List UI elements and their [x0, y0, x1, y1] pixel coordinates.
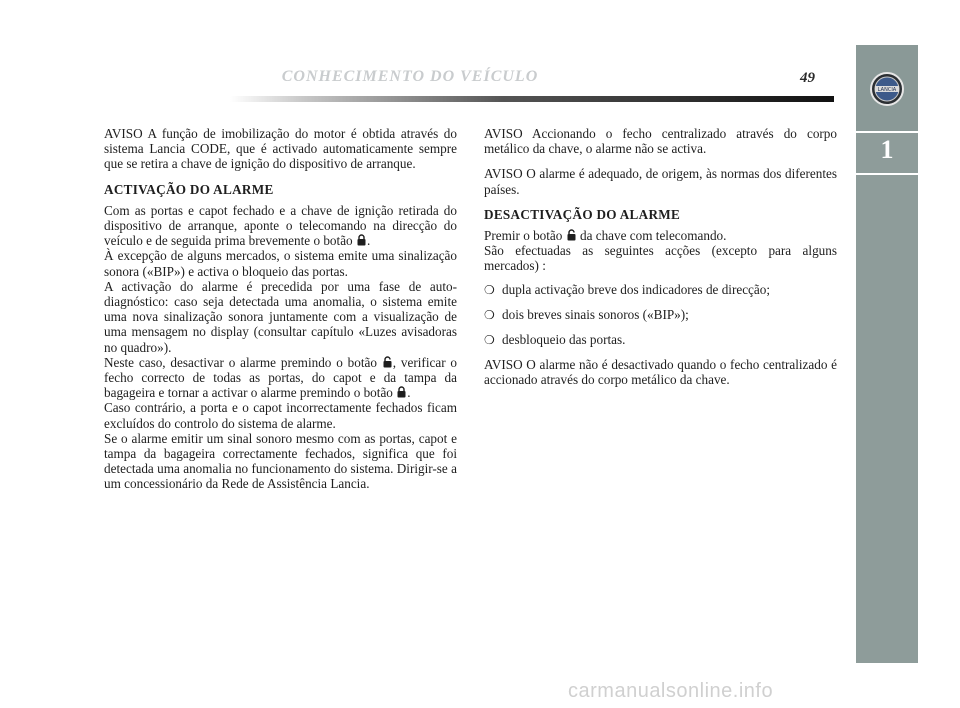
watermark: carmanualsonline.info: [568, 680, 774, 702]
bullet-circle-icon: ❍: [484, 333, 495, 348]
notice-standards: AVISO O alarme é adequado, de origem, às normas dos diferentes países.: [484, 166, 837, 197]
list-item: ❍ desbloqueio das portas.: [484, 332, 626, 348]
bullet-circle-icon: ❍: [484, 282, 495, 297]
chapter-number: 1: [880, 135, 894, 164]
left-column: [104, 126, 457, 492]
notice-central-locking: AVISO Accionando o fecho centralizado através do corpo metálico da chave, o alarme não se activa.: [484, 126, 837, 157]
unlock-icon: [383, 356, 392, 368]
paragraph-anomaly: Se o alarme emitir um sinal sonoro mesmo com as portas, capot e tampa da bagageira correctamente fechados, significa que foi detectada uma anomalia no funcionamento do sistema. Dirigir-se a um concessionário da Rede de Assistência Lancia.: [104, 430, 457, 492]
lock-icon: [357, 234, 366, 246]
running-header: CONHECIMENTO DO VEÍCULO: [281, 68, 539, 85]
sidebar-divider: [856, 173, 918, 175]
sidebar-divider: [856, 131, 918, 133]
bullet-circle-icon: ❍: [484, 307, 495, 322]
paragraph-actions: São efectuadas as seguintes acções (excepto para alguns mercados) :: [484, 243, 837, 274]
paragraph-activation: Com as portas e capot fechado e a chave de ignição retirada do dispositivo de arranque, aponte o telecomando na direcção do veículo e de seguida prima brevemente o botão .: [104, 202, 457, 249]
paragraph-deactivate-recheck: Neste caso, desactivar o alarme premindo o botão , verificar o fecho correcto de todas as portas, do capot e da tampa da bagageira e tornar a activar o alarme premindo o botão .: [104, 354, 458, 401]
list-item: ❍ dupla activação breve dos indicadores de direcção;: [484, 281, 771, 297]
heading-alarm-activation: ACTIVAÇÃO DO ALARME: [104, 181, 274, 197]
paragraph-press-button: Premir o botão da chave com telecomando.: [484, 228, 727, 244]
paragraph-self-diagnosis: A activação do alarme é precedida por uma fase de auto-diagnóstico: caso seja detectada uma anomalia, o sistema emite uma nova sinalização sonora juntamente com a visualização de uma mensagem no display (consultar capítulo «Luzes avisadoras no quadro»).: [104, 278, 457, 355]
unlock-icon: [567, 229, 576, 241]
page-number: 49: [800, 70, 815, 86]
paragraph-beep: À excepção de alguns mercados, o sistema emite uma sinalização sonora («BIP») e activa o bloqueio das portas.: [104, 248, 457, 279]
list-item: ❍ dois breves sinais sonoros («BIP»);: [484, 306, 689, 322]
lancia-logo-icon: [869, 71, 905, 107]
logo-box: [856, 45, 918, 131]
header-rule: [230, 96, 834, 102]
right-column: [484, 126, 837, 398]
chapter-sidebar: [856, 45, 918, 663]
lock-icon: [397, 386, 406, 398]
logo-text: LANCIA: [877, 87, 897, 93]
notice-not-deactivated: AVISO O alarme não é desactivado quando o fecho centralizado é accionado através do corpo metálico da chave.: [484, 357, 837, 388]
paragraph-excluded: Caso contrário, a porta e o capot incorrectamente fechados ficam excluídos do controlo do sistema de alarme.: [104, 400, 457, 431]
heading-alarm-deactivation: DESACTIVAÇÃO DO ALARME: [484, 206, 681, 222]
notice-immobilizer: AVISO A função de imobilização do motor é obtida através do sistema Lancia CODE, que é activado automaticamente sempre que se retira a chave de ignição do dispositivo de arranque.: [104, 126, 457, 172]
